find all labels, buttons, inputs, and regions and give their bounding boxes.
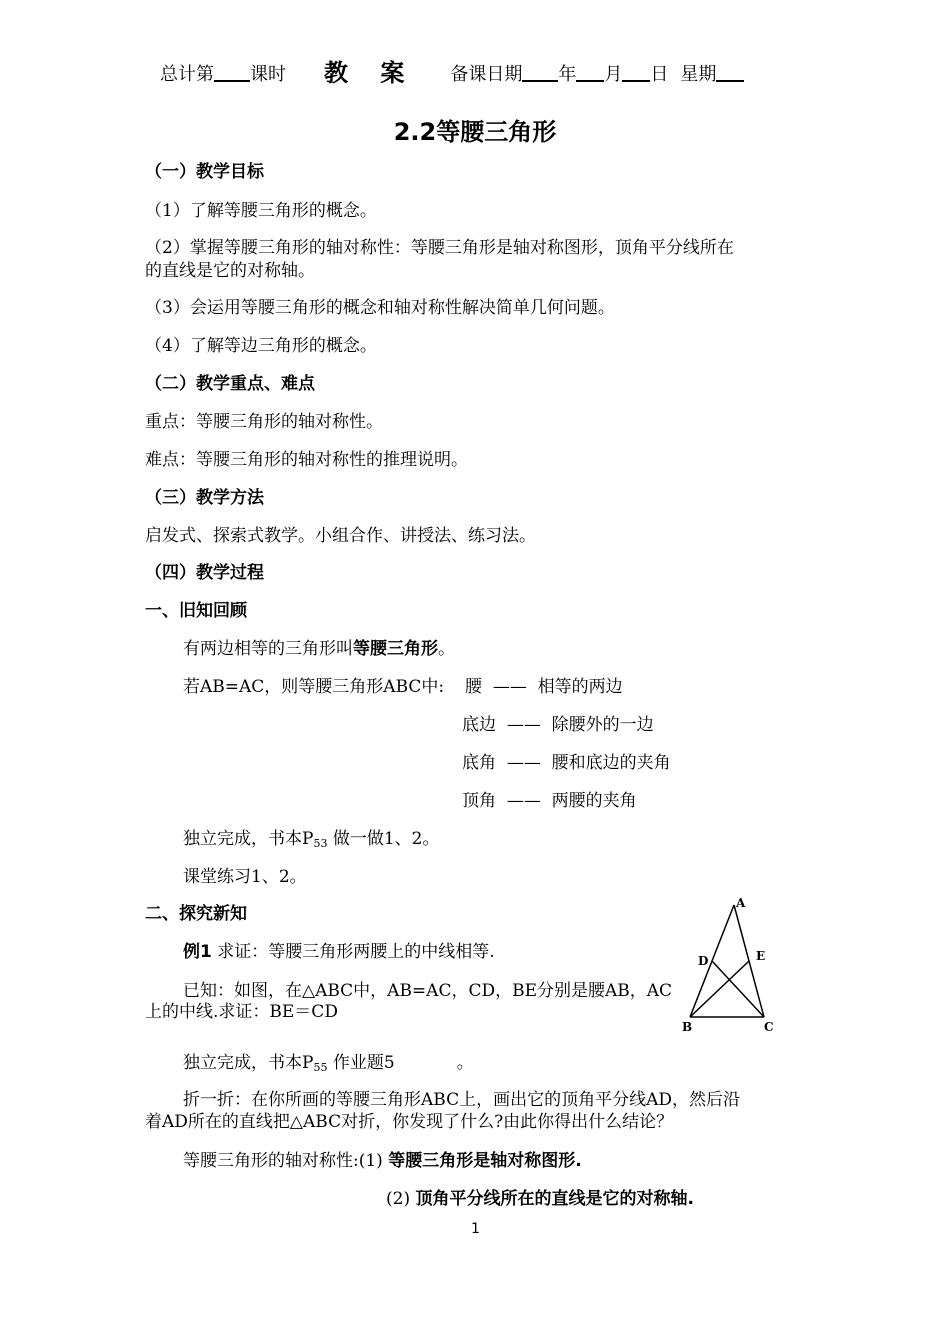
process-heading: （四）教学过程 [145,563,264,583]
symmetry-line-1 [183,1153,582,1170]
methods-heading: （三）教学方法 [145,488,264,508]
definition-line [183,641,455,658]
terms-intro: 若AB=AC，则等腰三角形ABC中: [183,677,445,697]
methods-text: 启发式、探索式教学。小组合作、讲授法、练习法。 [145,526,536,546]
month-label: 月 [604,64,623,85]
term-meaning: 相等的两边 [537,677,623,697]
lesson-header [160,59,744,87]
term-name: 腰 [465,677,482,697]
vertex-label-d: D [698,954,709,968]
goal-2-line-1: （2）掌握等腰三角形的轴对称性：等腰三角形是轴对称图形，顶角平分线所在 [145,238,734,258]
definition-end: 。 [438,639,455,659]
term-dash: —— [492,677,527,697]
definition-term: 等腰三角形 [353,639,438,659]
book-task-text: 独立完成，书本P [183,829,314,849]
example-label: 例1 [183,942,212,962]
header-prefix: 总计第 [160,64,214,85]
symmetry-property-2: 顶角平分线所在的直线是它的对称轴. [415,1189,694,1209]
symmetry-property-1: 等腰三角形是轴对称图形. [388,1151,582,1171]
example-text: 求证：等腰三角形两腰上的中线相等. [211,942,495,962]
homework-end: 。 [456,1053,474,1073]
month-blank[interactable] [576,64,604,82]
term-dash: —— [506,715,541,735]
term-meaning: 两腰的夹角 [551,791,637,811]
book-task-page: 53 [313,837,328,850]
fold-line-1: 折一折：在你所画的等腰三角形ABC上，画出它的顶角平分线AD，然后沿 [183,1090,740,1110]
definition-text: 有两边相等的三角形叫 [183,639,353,659]
term-row [465,679,623,696]
lesson-number-blank[interactable] [214,64,250,82]
goal-4: （4）了解等边三角形的概念。 [145,336,377,356]
day-blank[interactable] [622,64,650,82]
term-row [462,755,671,772]
symmetry-number-2: (2) [386,1189,416,1209]
class-practice: 课堂练习1、2。 [183,867,307,887]
symmetry-intro: 等腰三角形的轴对称性:(1) [183,1151,389,1171]
term-row [462,717,654,734]
example-1 [183,944,495,961]
term-name: 顶角 [462,791,496,811]
goals-heading: （一）教学目标 [145,162,264,182]
explore-heading: 二、探究新知 [145,904,247,924]
term-row [462,793,637,810]
year-label: 年 [558,64,577,85]
term-name: 底角 [462,753,496,773]
year-blank[interactable] [522,64,558,82]
term-meaning: 腰和底边的夹角 [551,753,671,773]
goal-1: （1）了解等腰三角形的概念。 [145,201,377,221]
term-dash: —— [506,753,541,773]
symmetry-line-2 [386,1191,694,1208]
book-task-rest: 做一做1、2。 [327,829,440,849]
vertex-label-e: E [756,949,766,963]
weekday-blank[interactable] [716,64,744,82]
vertex-label-a: A [736,896,746,910]
fold-line-2: 着AD所在的直线把△ABC对折，你发现了什么?由此你得出什么结论？ [145,1112,674,1132]
date-label: 备课日期 [450,64,523,85]
goal-3: （3）会运用等腰三角形的概念和轴对称性解决简单几何问题。 [145,298,615,318]
weekday-label: 星期 [680,64,717,85]
vertex-label-b: B [682,1020,693,1034]
book-task [183,831,440,848]
day-label: 日 [650,64,669,85]
term-dash: —— [506,791,541,811]
vertex-label-c: C [764,1020,774,1034]
homework-line [183,1055,474,1072]
given-line-2: 上的中线.求证：BE＝CD [145,1002,338,1022]
given-line-1: 已知：如图，在△ABC中，AB=AC，CD，BE分别是腰AB，AC [183,981,673,1001]
homework-rest: 作业题5 [327,1053,395,1073]
keypoints-heading: （二）教学重点、难点 [145,374,315,394]
difficulty-point: 难点：等腰三角形的轴对称性的推理说明。 [145,450,468,470]
goal-2-line-2: 的直线是它的对称轴。 [145,261,315,281]
term-name: 底边 [462,715,496,735]
homework-page: 55 [313,1061,328,1074]
page-title: 2.2等腰三角形 [393,118,557,146]
header-lesson: 课时 [250,64,286,85]
review-heading: 一、旧知回顾 [145,601,247,621]
key-point: 重点：等腰三角形的轴对称性。 [145,412,383,432]
page-number: 1 [471,1221,480,1237]
triangle-figure [672,893,782,1038]
homework-text: 独立完成，书本P [183,1053,314,1073]
doc-title: 教 案 [324,59,417,87]
term-meaning: 除腰外的一边 [551,715,654,735]
